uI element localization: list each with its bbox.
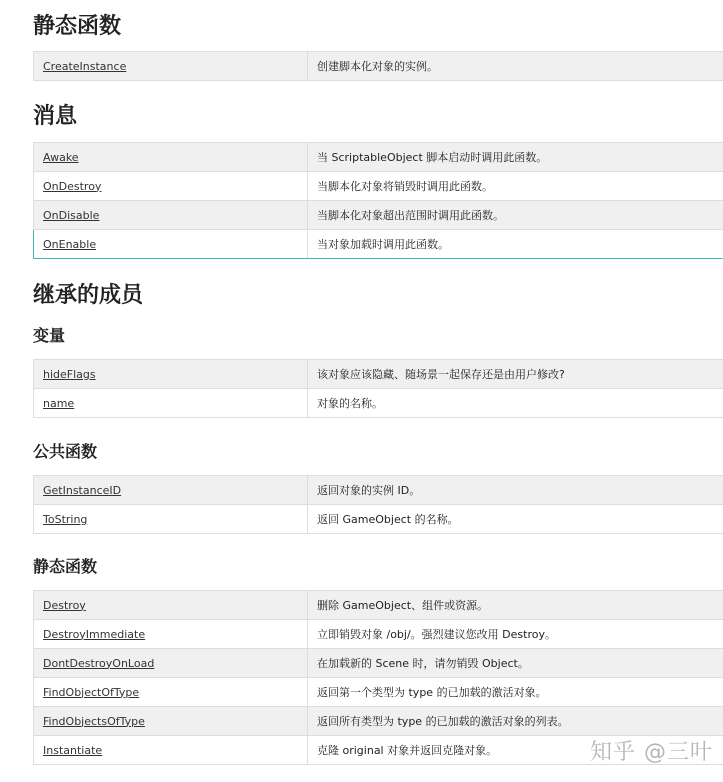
member-name-cell [34, 172, 308, 201]
member-description: 返回 GameObject 的名称。 [308, 505, 723, 534]
table-row [34, 201, 723, 230]
table-row [34, 678, 723, 707]
member-link[interactable]: Destroy [43, 598, 86, 612]
table-row [34, 591, 723, 620]
member-description: 返回所有类型为 type 的已加载的激活对象的列表。 [308, 707, 723, 736]
table-row [34, 230, 723, 259]
member-link[interactable]: ToString [43, 512, 88, 526]
table-row [34, 649, 723, 678]
member-link[interactable]: Awake [43, 150, 79, 164]
table-row [34, 707, 723, 736]
subheading-inherited-static-functions: 静态函数 [33, 557, 98, 576]
table-row [34, 360, 723, 389]
member-link[interactable]: FindObjectsOfType [43, 714, 145, 728]
table-row [34, 389, 723, 418]
member-name-cell [34, 649, 308, 678]
variables-table [33, 359, 723, 418]
member-name-cell [34, 678, 308, 707]
subheading-variables: 变量 [33, 326, 66, 345]
table-row [34, 143, 723, 172]
member-description: 当 ScriptableObject 脚本启动时调用此函数。 [308, 143, 723, 172]
member-link[interactable]: hideFlags [43, 367, 96, 381]
table-row [34, 52, 723, 81]
member-description: 删除 GameObject、组件或资源。 [308, 591, 723, 620]
member-link[interactable]: CreateInstance [43, 59, 127, 73]
messages-table [33, 142, 723, 259]
member-name-cell [34, 707, 308, 736]
section-heading-inherited-members: 继承的成员 [33, 283, 144, 308]
public-functions-table [33, 475, 723, 534]
member-name-cell [34, 591, 308, 620]
table-row [34, 620, 723, 649]
section-heading-messages: 消息 [33, 104, 78, 129]
member-name-cell [34, 476, 308, 505]
member-description: 返回对象的实例 ID。 [308, 476, 723, 505]
member-description: 对象的名称。 [308, 389, 723, 418]
member-name-cell [34, 736, 308, 765]
member-description: 在加载新的 Scene 时，请勿销毁 Object。 [308, 649, 723, 678]
member-description: 当对象加载时调用此函数。 [308, 230, 723, 259]
member-description: 克隆 original 对象并返回克隆对象。 [308, 736, 723, 765]
static-functions-table [33, 51, 723, 81]
member-name-cell [34, 389, 308, 418]
member-description: 返回第一个类型为 type 的已加载的激活对象。 [308, 678, 723, 707]
member-link[interactable]: DestroyImmediate [43, 627, 146, 641]
member-link[interactable]: DontDestroyOnLoad [43, 656, 155, 670]
table-row [34, 172, 723, 201]
member-link[interactable]: OnEnable [43, 237, 97, 251]
member-description: 立即销毁对象 /obj/。强烈建议您改用 Destroy。 [308, 620, 723, 649]
subheading-public-functions: 公共函数 [33, 442, 98, 461]
member-description: 当脚本化对象超出范围时调用此函数。 [308, 201, 723, 230]
member-link[interactable]: FindObjectOfType [43, 685, 140, 699]
member-link[interactable]: name [43, 396, 75, 410]
member-name-cell [34, 230, 308, 259]
member-description: 当脚本化对象将销毁时调用此函数。 [308, 172, 723, 201]
member-link[interactable]: Instantiate [43, 743, 103, 757]
member-description: 该对象应该隐藏、随场景一起保存还是由用户修改? [308, 360, 723, 389]
zhihu-watermark: 知乎 @三叶 [590, 740, 713, 765]
member-name-cell [34, 201, 308, 230]
member-description: 创建脚本化对象的实例。 [308, 52, 723, 81]
member-name-cell [34, 143, 308, 172]
member-link[interactable]: GetInstanceID [43, 483, 122, 497]
member-name-cell [34, 505, 308, 534]
member-name-cell [34, 360, 308, 389]
section-heading-static-functions: 静态函数 [33, 14, 122, 39]
table-row [34, 476, 723, 505]
member-name-cell [34, 620, 308, 649]
table-row [34, 505, 723, 534]
member-link[interactable]: OnDisable [43, 208, 100, 222]
member-link[interactable]: OnDestroy [43, 179, 102, 193]
member-name-cell [34, 52, 308, 81]
